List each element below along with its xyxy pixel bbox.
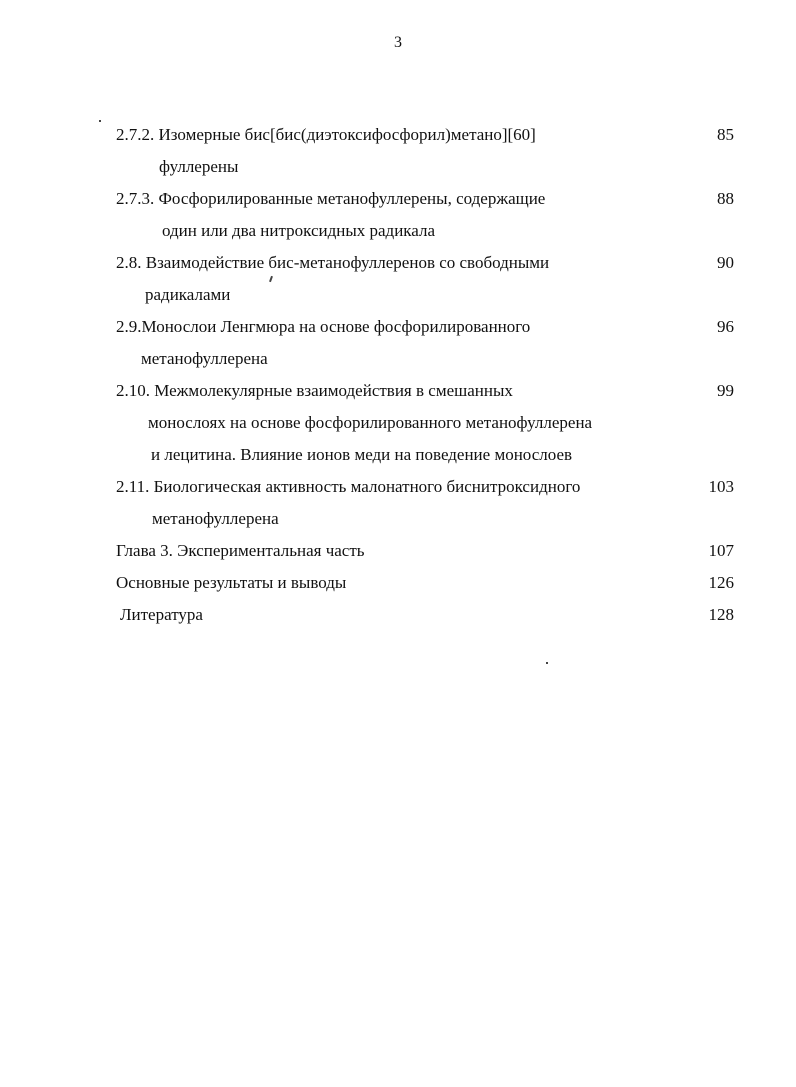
toc-entry-chapter-3 [0, 535, 796, 567]
toc-entry-results [0, 567, 796, 599]
toc-entry-title-line: 2.10. Межмолекулярные взаимодействия в смешанных [116, 381, 513, 400]
toc-entry-title-line: 2.7.3. Фосфорилированные метанофуллерены, содержащие [116, 189, 546, 208]
toc-entry-title-line: 2.7.2. Изомерные бис[бис(диэтоксифосфорил)метано][60] [116, 125, 536, 144]
toc-entry-title-line: 2.11. Биологическая активность малонатного биснитроксидного [116, 477, 581, 496]
scan-speck [99, 120, 101, 122]
toc-entry-page: 99 [717, 381, 734, 400]
page-number: 3 [394, 34, 402, 51]
toc-entry-page: 128 [708, 605, 734, 624]
toc-entry-page: 90 [717, 253, 734, 272]
toc-entry-2-10 [0, 375, 796, 471]
toc-entry-page: 107 [708, 541, 734, 560]
toc-entry-2-7-2 [0, 119, 796, 183]
toc-entry-2-7-3 [0, 183, 796, 247]
toc-entry-page: 88 [717, 189, 734, 208]
toc-entry-page: 103 [708, 477, 734, 496]
toc-entry-title-line: метанофуллерена [141, 349, 268, 368]
toc-entry-title-line: фуллерены [159, 157, 239, 176]
toc-entry-2-8 [0, 247, 796, 311]
toc-entry-title-line: монослоях на основе фосфорилированного метанофуллерена [148, 413, 593, 432]
scan-speck [546, 662, 548, 664]
toc-entry-literature [0, 599, 796, 631]
toc-entry-title-line: Основные результаты и выводы [116, 573, 347, 592]
toc-entry-title-line: и лецитина. Влияние ионов меди на поведение монослоев [151, 445, 573, 464]
toc-entry-title-line: Глава 3. Экспериментальная часть [116, 541, 365, 560]
toc-entry-title-line: 2.9.Монослои Ленгмюра на основе фосфорилированного [116, 317, 531, 336]
toc-entry-2-9 [0, 311, 796, 375]
toc-entry-title-line: один или два нитроксидных радикала [162, 221, 436, 240]
toc-entry-2-11 [0, 471, 796, 535]
toc-entry-title-line: 2.8. Взаимодействие бис-метанофуллеренов со свободными [116, 253, 550, 272]
toc-entry-page: 85 [717, 125, 734, 144]
toc-entry-title-line: метанофуллерена [152, 509, 279, 528]
toc-entry-title-line: Литература [120, 605, 203, 624]
toc-entry-page: 126 [708, 573, 734, 592]
toc-entry-title-line: радикалами [145, 285, 231, 304]
toc-entry-page: 96 [717, 317, 734, 336]
table-of-contents [0, 119, 796, 631]
